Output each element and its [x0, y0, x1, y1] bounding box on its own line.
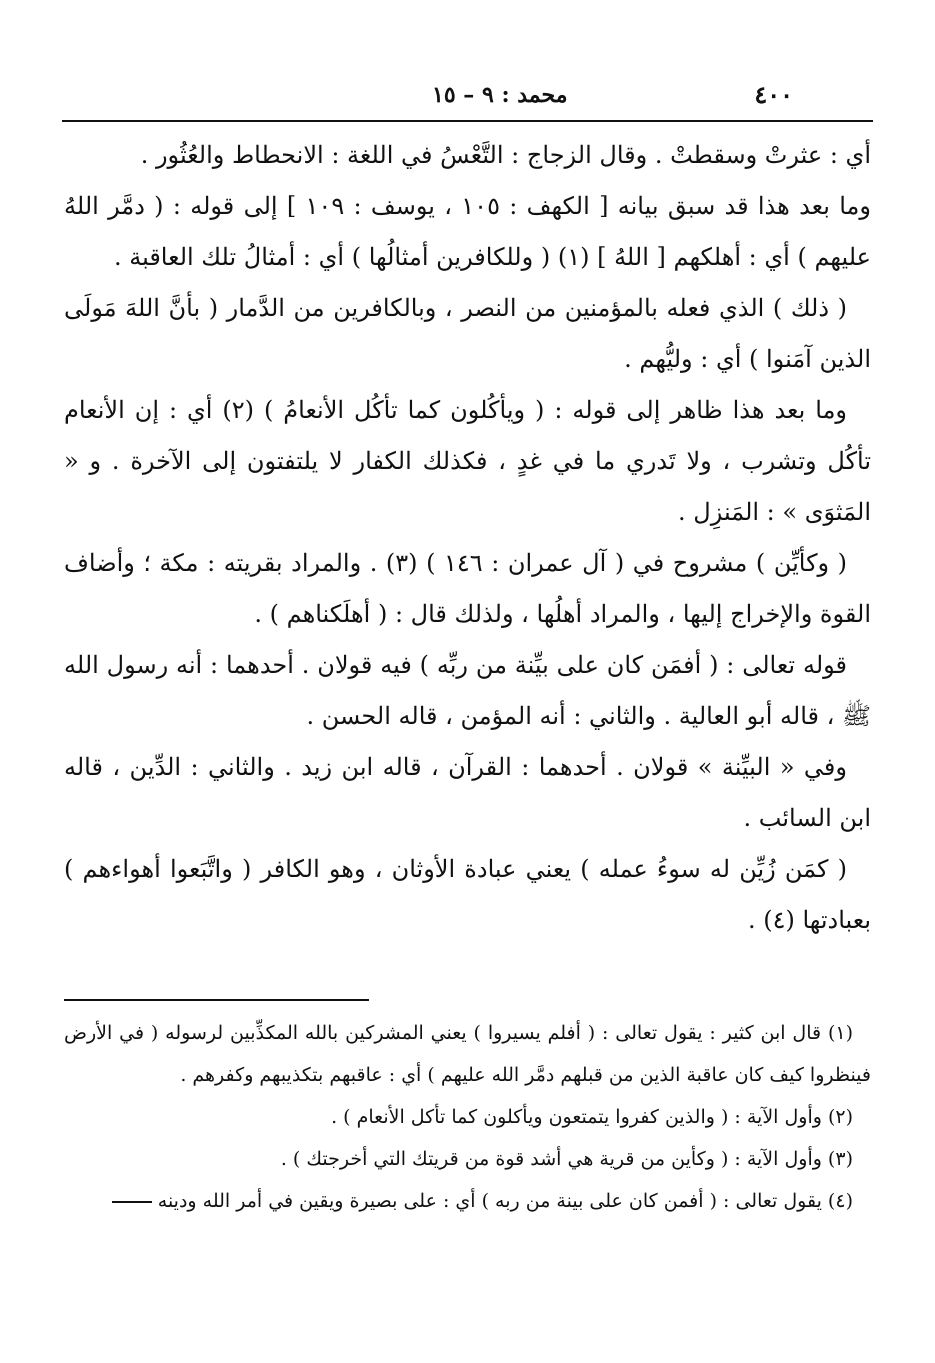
paragraph: وما بعد هذا ظاهر إلى قوله : ( ويأكُلون كما تأكُل الأنعامُ ) (٢) أي : إن الأنعام تأكُل وتشرب ، ولا تَدري ما في غدٍ ، فكذلك الكفار لا يلتفتون إلى الآخرة . و « المَثوَى » : المَنزِل . — [64, 396, 871, 526]
paragraph: أي : عثرتْ وسقطتْ . وقال الزجاج : التَّعْسُ في اللغة : الانحطاط والعُثُور . — [140, 141, 871, 169]
paragraph: ( ذلك ) الذي فعله بالمؤمنين من النصر ، وبالكافرين من الدَّمار ( بأنَّ اللهَ مَولَى الذين آمَنوا ) أي : وليُّهم . — [64, 294, 871, 373]
running-head: محمد : ٩ – ١٥ — [432, 82, 568, 108]
footnote: (٤) يقول تعالى : ( أفمن كان على بينة من ربه ) أي : على بصيرة ويقين في أمر الله ودينه — [157, 1190, 853, 1212]
paragraph: ( كمَن زُيِّن له سوءُ عمله ) يعني عبادة الأوثان ، وهو الكافر ( واتَّبَعوا أهواءهم ) بعبادتها (٤) . — [64, 855, 871, 934]
footnote: (٢) وأول الآية : ( والذين كفروا يتمتعون ويأكلون كما تأكل الأنعام ) . — [331, 1106, 853, 1128]
page-header — [62, 78, 873, 122]
footnotes — [64, 1012, 871, 1222]
main-text — [64, 130, 871, 946]
footnote-continued — [64, 1180, 871, 1222]
footnote: (٣) وأول الآية : ( وكأين من قرية هي أشد قوة من قريتك التي أخرجتك ) . — [280, 1148, 853, 1170]
continuation-dash — [112, 1201, 152, 1203]
paragraph: وفي « البيِّنة » قولان . أحدهما : القرآن ، قاله ابن زيد . والثاني : الدِّين ، قاله ابن السائب . — [64, 753, 871, 832]
page-number: ٤٠٠ — [754, 80, 793, 109]
footnote-divider — [64, 999, 369, 1001]
paragraph: وما بعد هذا قد سبق بيانه [ الكهف : ١٠٥ ، يوسف : ١٠٩ ] إلى قوله : ( دمَّر اللهُ عليهم ) أي : أهلكهم [ اللهُ ] (١) ( وللكافرين أمثالُها ) أي : أمثالُ تلك العاقبة . — [64, 192, 871, 271]
paragraph: ( وكأيِّن ) مشروح في ( آل عمران : ١٤٦ ) (٣) . والمراد بقريته : مكة ؛ وأضاف القوة والإخراج إليها ، والمراد أهلُها ، ولذلك قال : ( أهلَكناهم ) . — [64, 549, 871, 628]
paragraph: قوله تعالى : ( أفمَن كان على بيِّنة من ربِّه ) فيه قولان . أحدهما : أنه رسول الله ﷺ ، قاله أبو العالية . والثاني : أنه المؤمن ، قاله الحسن . — [64, 651, 871, 730]
footnote: (١) قال ابن كثير : يقول تعالى : ( أفلم يسيروا ) يعني المشركين بالله المكذِّبين لرسوله ( في الأرض فينظروا كيف كان عاقبة الذين من قبلهم دمَّر الله عليهم ) أي : عاقبهم بتكذيبهم وكفرهم . — [64, 1022, 871, 1086]
